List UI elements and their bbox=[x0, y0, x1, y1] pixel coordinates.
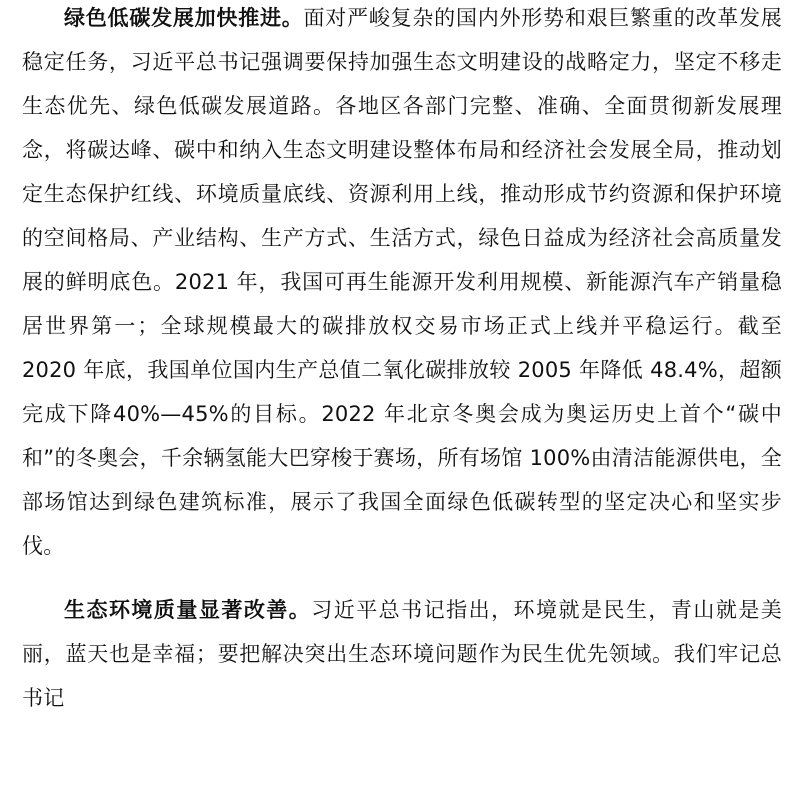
paragraph-green-low-carbon bbox=[22, 0, 782, 568]
paragraph-lead-heading: 绿色低碳发展加快推进。 bbox=[64, 6, 304, 30]
paragraph-body-text: 面对严峻复杂的国内外形势和艰巨繁重的改革发展稳定任务，习近平总书记强调要保持加强生态文明建设的战略定力，坚定不移走生态优先、绿色低碳发展道路。各地区各部门完整、准确、全面贯彻新发展理念，将碳达峰、碳中和纳入生态文明建设整体布局和经济社会发展全局，推动划定生态保护红线、环境质量底线、资源利用上线，推动形成节约资源和保护环境的空间格局、产业结构、生产方式、生活方式，绿色日益成为经济社会高质量发展的鲜明底色。2021 年，我国可再生能源开发利用规模、新能源汽车产销量稳居世界第一；全球规模最大的碳排放权交易市场正式上线并平稳运行。截至 2020 年底，我国单位国内生产总值二氧化碳排放较 2005 年降低 48.4%，超额完成下降40%—45%的目标。2022 年北京冬奥会成为奥运历史上首个“碳中和”的冬奥会，千余辆氢能大巴穿梭于赛场，所有场馆 100%由清洁能源供电，全部场馆达到绿色建筑标准，展示了我国全面绿色低碳转型的坚定决心和坚实步伐。 bbox=[22, 6, 782, 558]
paragraph-ecological-environment bbox=[22, 588, 782, 720]
paragraph-body-text: 习近平总书记指出，环境就是民生，青山就是美丽，蓝天也是幸福；要把解决突出生态环境问题作为民生优先领域。我们牢记总书记 bbox=[22, 598, 782, 710]
document-body bbox=[22, 0, 782, 720]
paragraph-lead-heading: 生态环境质量显著改善。 bbox=[64, 598, 312, 622]
